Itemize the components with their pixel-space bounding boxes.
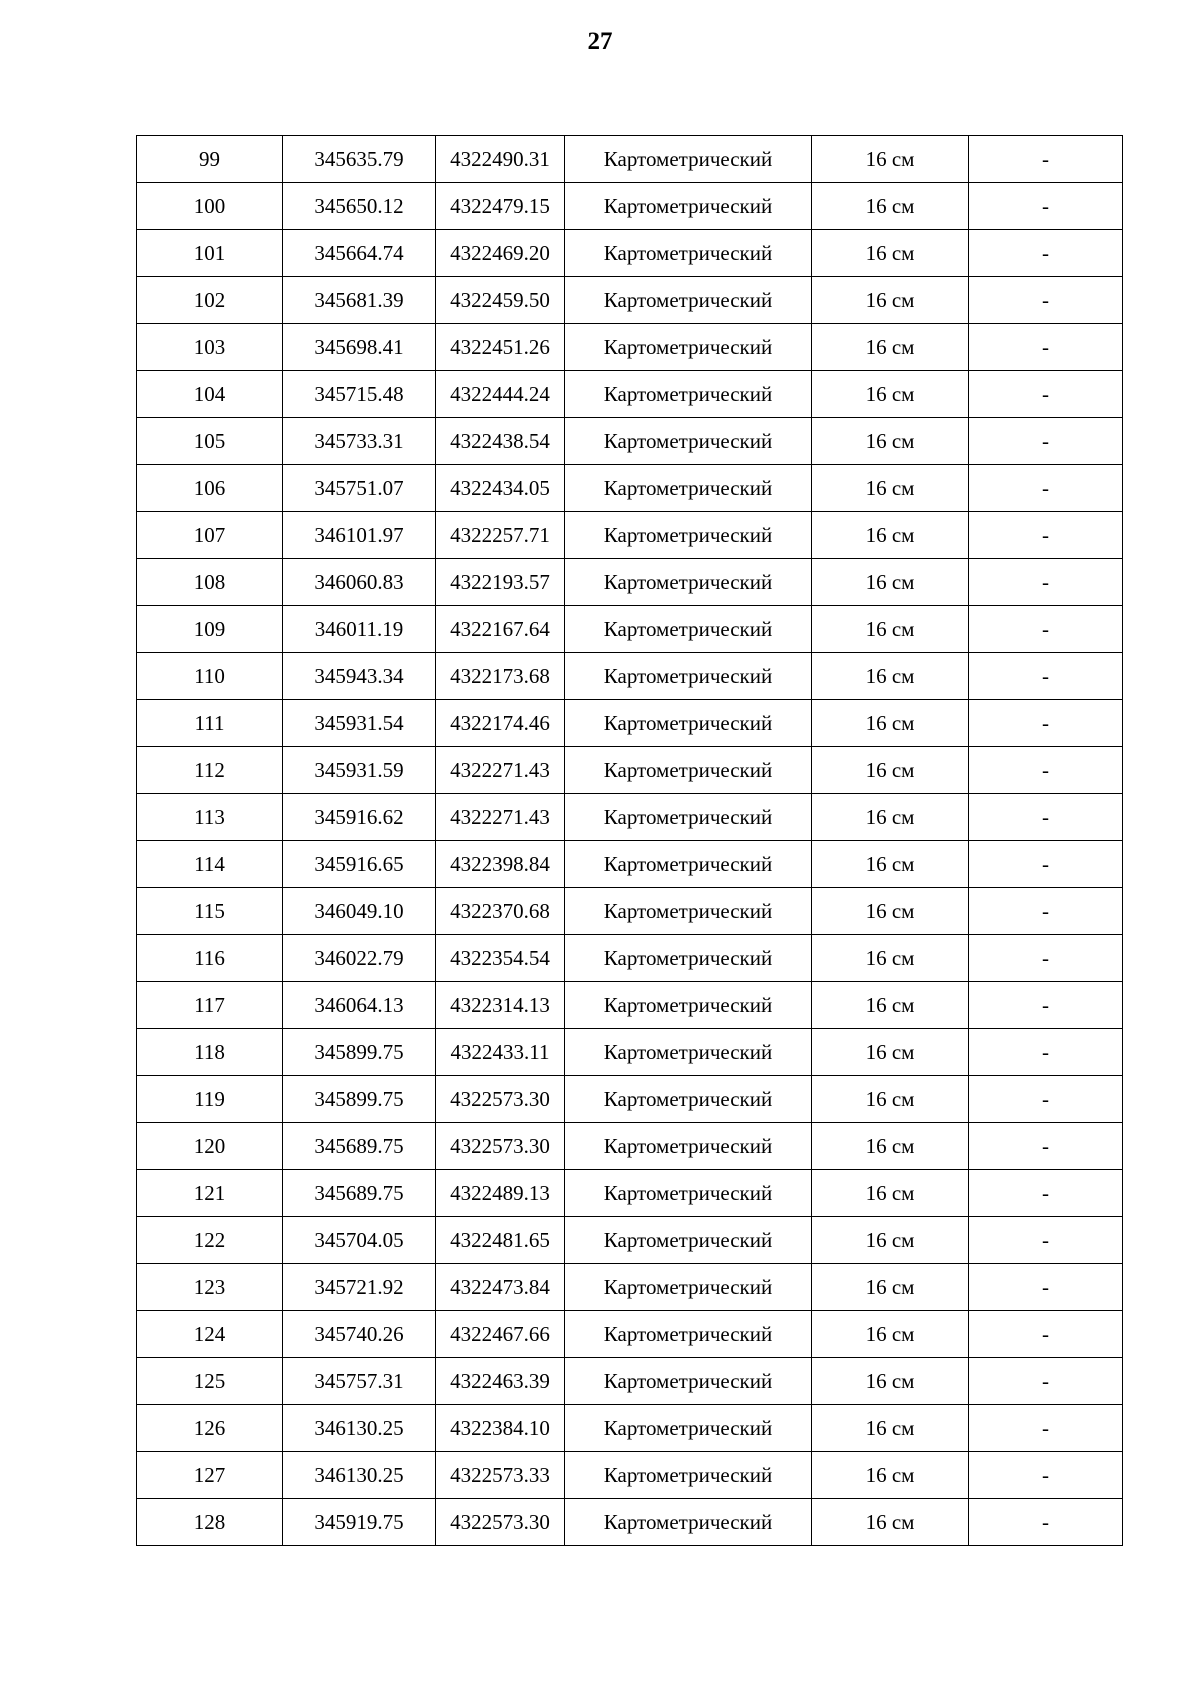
y-coordinate-cell: 4322354.54 <box>436 935 565 982</box>
point-number-cell: 112 <box>137 747 283 794</box>
y-coordinate-cell: 4322463.39 <box>436 1358 565 1405</box>
point-number-cell: 110 <box>137 653 283 700</box>
point-number-cell: 120 <box>137 1123 283 1170</box>
y-coordinate-cell: 4322479.15 <box>436 183 565 230</box>
note-cell: - <box>969 136 1123 183</box>
x-coordinate-cell: 346022.79 <box>283 935 436 982</box>
y-coordinate-cell: 4322271.43 <box>436 747 565 794</box>
x-coordinate-cell: 345681.39 <box>283 277 436 324</box>
table-row <box>137 371 1123 418</box>
y-coordinate-cell: 4322193.57 <box>436 559 565 606</box>
y-coordinate-cell: 4322573.30 <box>436 1499 565 1546</box>
note-cell: - <box>969 1123 1123 1170</box>
method-cell: Картометрический <box>565 136 812 183</box>
table-row <box>137 277 1123 324</box>
note-cell: - <box>969 512 1123 559</box>
y-coordinate-cell: 4322314.13 <box>436 982 565 1029</box>
x-coordinate-cell: 346011.19 <box>283 606 436 653</box>
y-coordinate-cell: 4322490.31 <box>436 136 565 183</box>
note-cell: - <box>969 277 1123 324</box>
coordinates-table <box>136 135 1123 1546</box>
table-row <box>137 1029 1123 1076</box>
table-row <box>137 935 1123 982</box>
method-cell: Картометрический <box>565 324 812 371</box>
accuracy-cell: 16 см <box>812 1217 969 1264</box>
point-number-cell: 113 <box>137 794 283 841</box>
method-cell: Картометрический <box>565 1452 812 1499</box>
y-coordinate-cell: 4322173.68 <box>436 653 565 700</box>
accuracy-cell: 16 см <box>812 794 969 841</box>
x-coordinate-cell: 345635.79 <box>283 136 436 183</box>
point-number-cell: 105 <box>137 418 283 465</box>
note-cell: - <box>969 371 1123 418</box>
table-row <box>137 324 1123 371</box>
method-cell: Картометрический <box>565 1217 812 1264</box>
y-coordinate-cell: 4322384.10 <box>436 1405 565 1452</box>
x-coordinate-cell: 345757.31 <box>283 1358 436 1405</box>
note-cell: - <box>969 1452 1123 1499</box>
accuracy-cell: 16 см <box>812 1358 969 1405</box>
page-number: 27 <box>587 28 613 55</box>
accuracy-cell: 16 см <box>812 747 969 794</box>
x-coordinate-cell: 345751.07 <box>283 465 436 512</box>
note-cell: - <box>969 653 1123 700</box>
method-cell: Картометрический <box>565 888 812 935</box>
note-cell: - <box>969 1076 1123 1123</box>
table-row <box>137 1170 1123 1217</box>
point-number-cell: 99 <box>137 136 283 183</box>
note-cell: - <box>969 1264 1123 1311</box>
point-number-cell: 126 <box>137 1405 283 1452</box>
table-row <box>137 606 1123 653</box>
point-number-cell: 103 <box>137 324 283 371</box>
note-cell: - <box>969 606 1123 653</box>
table-row <box>137 512 1123 559</box>
point-number-cell: 127 <box>137 1452 283 1499</box>
accuracy-cell: 16 см <box>812 371 969 418</box>
note-cell: - <box>969 1311 1123 1358</box>
y-coordinate-cell: 4322467.66 <box>436 1311 565 1358</box>
accuracy-cell: 16 см <box>812 136 969 183</box>
note-cell: - <box>969 935 1123 982</box>
method-cell: Картометрический <box>565 935 812 982</box>
method-cell: Картометрический <box>565 841 812 888</box>
x-coordinate-cell: 345919.75 <box>283 1499 436 1546</box>
point-number-cell: 111 <box>137 700 283 747</box>
method-cell: Картометрический <box>565 230 812 277</box>
accuracy-cell: 16 см <box>812 277 969 324</box>
accuracy-cell: 16 см <box>812 1405 969 1452</box>
point-number-cell: 101 <box>137 230 283 277</box>
x-coordinate-cell: 346064.13 <box>283 982 436 1029</box>
y-coordinate-cell: 4322489.13 <box>436 1170 565 1217</box>
accuracy-cell: 16 см <box>812 512 969 559</box>
table-row <box>137 183 1123 230</box>
y-coordinate-cell: 4322257.71 <box>436 512 565 559</box>
method-cell: Картометрический <box>565 606 812 653</box>
accuracy-cell: 16 см <box>812 982 969 1029</box>
accuracy-cell: 16 см <box>812 888 969 935</box>
note-cell: - <box>969 1358 1123 1405</box>
y-coordinate-cell: 4322473.84 <box>436 1264 565 1311</box>
method-cell: Картометрический <box>565 512 812 559</box>
x-coordinate-cell: 345916.65 <box>283 841 436 888</box>
table-row <box>137 1076 1123 1123</box>
table-row <box>137 230 1123 277</box>
table-row <box>137 888 1123 935</box>
note-cell: - <box>969 747 1123 794</box>
accuracy-cell: 16 см <box>812 1452 969 1499</box>
point-number-cell: 114 <box>137 841 283 888</box>
x-coordinate-cell: 345899.75 <box>283 1029 436 1076</box>
accuracy-cell: 16 см <box>812 1264 969 1311</box>
accuracy-cell: 16 см <box>812 1170 969 1217</box>
x-coordinate-cell: 345689.75 <box>283 1123 436 1170</box>
y-coordinate-cell: 4322174.46 <box>436 700 565 747</box>
x-coordinate-cell: 346049.10 <box>283 888 436 935</box>
point-number-cell: 102 <box>137 277 283 324</box>
accuracy-cell: 16 см <box>812 606 969 653</box>
accuracy-cell: 16 см <box>812 841 969 888</box>
x-coordinate-cell: 345650.12 <box>283 183 436 230</box>
method-cell: Картометрический <box>565 653 812 700</box>
note-cell: - <box>969 1029 1123 1076</box>
table-row <box>137 700 1123 747</box>
table-row <box>137 1264 1123 1311</box>
point-number-cell: 121 <box>137 1170 283 1217</box>
note-cell: - <box>969 888 1123 935</box>
method-cell: Картометрический <box>565 700 812 747</box>
x-coordinate-cell: 345664.74 <box>283 230 436 277</box>
x-coordinate-cell: 346130.25 <box>283 1452 436 1499</box>
note-cell: - <box>969 230 1123 277</box>
method-cell: Картометрический <box>565 794 812 841</box>
x-coordinate-cell: 345899.75 <box>283 1076 436 1123</box>
point-number-cell: 119 <box>137 1076 283 1123</box>
x-coordinate-cell: 345931.54 <box>283 700 436 747</box>
table-row <box>137 747 1123 794</box>
table-row <box>137 794 1123 841</box>
accuracy-cell: 16 см <box>812 418 969 465</box>
x-coordinate-cell: 345698.41 <box>283 324 436 371</box>
accuracy-cell: 16 см <box>812 1076 969 1123</box>
table-row <box>137 1311 1123 1358</box>
point-number-cell: 100 <box>137 183 283 230</box>
table-row <box>137 1405 1123 1452</box>
accuracy-cell: 16 см <box>812 230 969 277</box>
accuracy-cell: 16 см <box>812 1029 969 1076</box>
method-cell: Картометрический <box>565 559 812 606</box>
method-cell: Картометрический <box>565 1029 812 1076</box>
accuracy-cell: 16 см <box>812 653 969 700</box>
y-coordinate-cell: 4322573.33 <box>436 1452 565 1499</box>
accuracy-cell: 16 см <box>812 1311 969 1358</box>
point-number-cell: 122 <box>137 1217 283 1264</box>
x-coordinate-cell: 346101.97 <box>283 512 436 559</box>
coordinates-table-body <box>137 136 1123 1546</box>
point-number-cell: 115 <box>137 888 283 935</box>
y-coordinate-cell: 4322444.24 <box>436 371 565 418</box>
method-cell: Картометрический <box>565 277 812 324</box>
table-row <box>137 841 1123 888</box>
table-row <box>137 465 1123 512</box>
x-coordinate-cell: 346130.25 <box>283 1405 436 1452</box>
point-number-cell: 124 <box>137 1311 283 1358</box>
point-number-cell: 116 <box>137 935 283 982</box>
point-number-cell: 106 <box>137 465 283 512</box>
method-cell: Картометрический <box>565 1358 812 1405</box>
y-coordinate-cell: 4322398.84 <box>436 841 565 888</box>
table-row <box>137 1358 1123 1405</box>
y-coordinate-cell: 4322167.64 <box>436 606 565 653</box>
point-number-cell: 125 <box>137 1358 283 1405</box>
table-row <box>137 653 1123 700</box>
note-cell: - <box>969 982 1123 1029</box>
table-row <box>137 1452 1123 1499</box>
point-number-cell: 123 <box>137 1264 283 1311</box>
method-cell: Картометрический <box>565 183 812 230</box>
note-cell: - <box>969 324 1123 371</box>
method-cell: Картометрический <box>565 1405 812 1452</box>
note-cell: - <box>969 465 1123 512</box>
accuracy-cell: 16 см <box>812 324 969 371</box>
x-coordinate-cell: 345733.31 <box>283 418 436 465</box>
y-coordinate-cell: 4322573.30 <box>436 1076 565 1123</box>
x-coordinate-cell: 346060.83 <box>283 559 436 606</box>
point-number-cell: 117 <box>137 982 283 1029</box>
point-number-cell: 109 <box>137 606 283 653</box>
point-number-cell: 118 <box>137 1029 283 1076</box>
table-row <box>137 136 1123 183</box>
method-cell: Картометрический <box>565 982 812 1029</box>
accuracy-cell: 16 см <box>812 559 969 606</box>
note-cell: - <box>969 1217 1123 1264</box>
point-number-cell: 107 <box>137 512 283 559</box>
note-cell: - <box>969 559 1123 606</box>
point-number-cell: 104 <box>137 371 283 418</box>
y-coordinate-cell: 4322433.11 <box>436 1029 565 1076</box>
method-cell: Картометрический <box>565 1499 812 1546</box>
point-number-cell: 108 <box>137 559 283 606</box>
note-cell: - <box>969 1405 1123 1452</box>
x-coordinate-cell: 345740.26 <box>283 1311 436 1358</box>
accuracy-cell: 16 см <box>812 465 969 512</box>
y-coordinate-cell: 4322573.30 <box>436 1123 565 1170</box>
point-number-cell: 128 <box>137 1499 283 1546</box>
note-cell: - <box>969 700 1123 747</box>
note-cell: - <box>969 794 1123 841</box>
method-cell: Картометрический <box>565 418 812 465</box>
y-coordinate-cell: 4322438.54 <box>436 418 565 465</box>
accuracy-cell: 16 см <box>812 935 969 982</box>
x-coordinate-cell: 345943.34 <box>283 653 436 700</box>
y-coordinate-cell: 4322434.05 <box>436 465 565 512</box>
x-coordinate-cell: 345689.75 <box>283 1170 436 1217</box>
note-cell: - <box>969 841 1123 888</box>
table-row <box>137 1217 1123 1264</box>
method-cell: Картометрический <box>565 465 812 512</box>
method-cell: Картометрический <box>565 747 812 794</box>
table-row <box>137 982 1123 1029</box>
method-cell: Картометрический <box>565 1076 812 1123</box>
y-coordinate-cell: 4322451.26 <box>436 324 565 371</box>
method-cell: Картометрический <box>565 1264 812 1311</box>
y-coordinate-cell: 4322459.50 <box>436 277 565 324</box>
note-cell: - <box>969 1499 1123 1546</box>
x-coordinate-cell: 345715.48 <box>283 371 436 418</box>
y-coordinate-cell: 4322469.20 <box>436 230 565 277</box>
x-coordinate-cell: 345721.92 <box>283 1264 436 1311</box>
table-row <box>137 1499 1123 1546</box>
y-coordinate-cell: 4322370.68 <box>436 888 565 935</box>
note-cell: - <box>969 418 1123 465</box>
x-coordinate-cell: 345931.59 <box>283 747 436 794</box>
table-row <box>137 418 1123 465</box>
note-cell: - <box>969 1170 1123 1217</box>
table-row <box>137 1123 1123 1170</box>
y-coordinate-cell: 4322481.65 <box>436 1217 565 1264</box>
method-cell: Картометрический <box>565 1123 812 1170</box>
method-cell: Картометрический <box>565 1311 812 1358</box>
x-coordinate-cell: 345916.62 <box>283 794 436 841</box>
note-cell: - <box>969 183 1123 230</box>
method-cell: Картометрический <box>565 371 812 418</box>
accuracy-cell: 16 см <box>812 183 969 230</box>
x-coordinate-cell: 345704.05 <box>283 1217 436 1264</box>
table-row <box>137 559 1123 606</box>
method-cell: Картометрический <box>565 1170 812 1217</box>
accuracy-cell: 16 см <box>812 1499 969 1546</box>
accuracy-cell: 16 см <box>812 1123 969 1170</box>
y-coordinate-cell: 4322271.43 <box>436 794 565 841</box>
accuracy-cell: 16 см <box>812 700 969 747</box>
